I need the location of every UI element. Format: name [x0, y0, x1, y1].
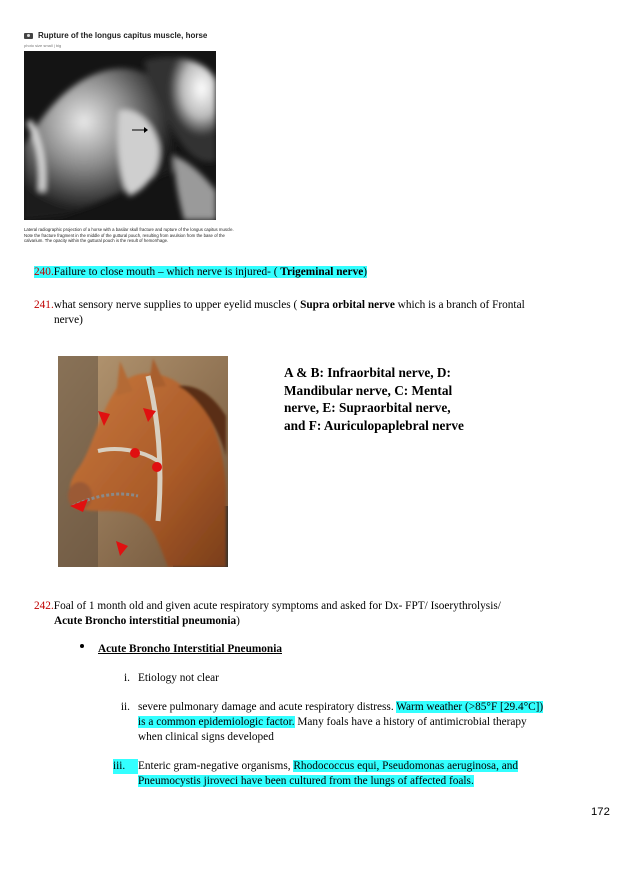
nerve-label-line: A & B: Infraorbital nerve, D: — [284, 365, 451, 380]
question-text-end: which is a branch of Frontal — [394, 299, 525, 311]
question-text: Foal of 1 month old and given acute respiratory symptoms and asked for Dx- FPT/ Isoerythrolysis/ — [53, 600, 501, 612]
question-240 — [34, 265, 367, 279]
item-ii-text: severe pulmonary damage and acute respiratory distress. — [138, 701, 397, 713]
question-241-line2: nerve) — [54, 314, 83, 326]
camera-icon — [24, 33, 33, 39]
item-number-i: i. — [124, 672, 130, 684]
question-number: 241. — [34, 299, 54, 311]
caption-line: Note the fracture fragment in the middle of the guttural pouch, resulting from avulsion from the base of the — [24, 232, 225, 238]
item-ii-line2 — [138, 715, 527, 730]
nerve-label-line: Mandibular nerve, C: Mental — [284, 382, 453, 398]
item-iii-highlight: Pneumocystis jiroveci have been cultured from the lungs of affected foals. — [138, 775, 474, 787]
radiograph-graphic — [24, 51, 216, 220]
nerve-label-line: nerve, E: Supraorbital nerve, — [284, 400, 451, 415]
question-text: what sensory nerve supplies to upper eyelid muscles ( — [53, 299, 301, 311]
question-242-line2 — [54, 614, 240, 628]
question-text: Failure to close mouth – which nerve is injured- ( — [53, 266, 281, 278]
figure-caption — [24, 227, 284, 244]
figure-subtitle: photo size small | big — [24, 43, 62, 48]
question-240-highlight — [34, 266, 367, 278]
figure-title — [24, 31, 207, 40]
radiograph-image — [24, 51, 216, 220]
nerve-labels — [284, 364, 464, 434]
question-242 — [34, 599, 501, 613]
item-ii-highlight: is a common epidemiologic factor. — [138, 716, 295, 728]
caption-line: Lateral radiographic projection of a horse with a basilar skull fracture and rupture of the longus capitus muscle. — [24, 227, 234, 232]
item-ii-highlight: Warm weather (>85°F [29.4°C]) — [396, 701, 544, 713]
answer: Acute Broncho interstitial pneumonia — [54, 615, 237, 627]
page-number: 172 — [591, 806, 610, 818]
item-iii-text: Enteric gram-negative organisms, — [138, 760, 294, 772]
marker-c — [130, 448, 140, 458]
figure-title-text: Rupture of the longus capitus muscle, horse — [38, 31, 208, 40]
question-number: 240. — [34, 266, 54, 278]
horse-photo-graphic — [58, 356, 228, 567]
close-paren: ) — [363, 266, 367, 278]
item-ii-text: Many foals have a history of antimicrobial therapy — [294, 716, 527, 728]
item-number-iii: iii. — [113, 759, 138, 774]
answer: Trigeminal nerve — [280, 266, 364, 278]
item-iii-highlight: Rhodococcus equi, Pseudomonas aeruginosa, and — [293, 760, 519, 772]
bullet-icon — [80, 644, 84, 648]
question-number: 242. — [34, 600, 54, 612]
item-number-ii: ii. — [120, 701, 130, 713]
item-iii-line2 — [138, 774, 474, 789]
nerve-label-line: and F: Auriculopaplebral nerve — [284, 417, 464, 433]
item-ii-line3: when clinical signs developed — [138, 731, 274, 743]
question-241 — [34, 298, 525, 312]
section-heading: Acute Broncho Interstitial Pneumonia — [98, 643, 282, 655]
marker-d — [152, 462, 162, 472]
answer: Supra orbital nerve — [300, 299, 395, 311]
caption-line: calvarium. The opacity within the guttural pouch is the result of hemorrhage. — [24, 238, 169, 244]
item-i-text: Etiology not clear — [138, 672, 219, 684]
close-paren: ) — [236, 615, 240, 627]
horse-photo — [58, 356, 228, 567]
item-iii-line1 — [138, 759, 518, 774]
item-ii-line1 — [138, 700, 543, 715]
